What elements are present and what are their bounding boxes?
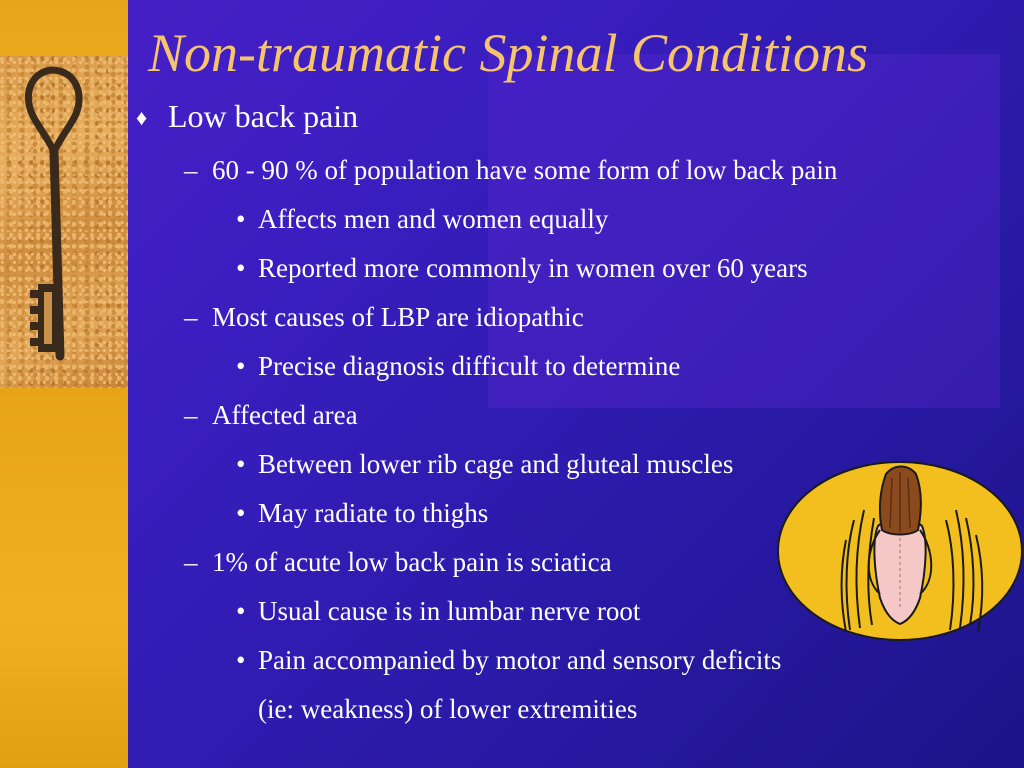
bullet-causes-idiopathic: Most causes of LBP are idiopathic (212, 302, 584, 332)
bullet-marker-dash: – (184, 547, 198, 577)
bullet-men-women-equally: Affects men and women equally (258, 204, 609, 234)
slide-title: Non-traumatic Spinal Conditions (148, 23, 869, 83)
bullet-diagnosis-difficult: Precise diagnosis difficult to determine (258, 351, 681, 381)
bullet-marker-dash: – (184, 155, 198, 185)
bullet-low-back-pain: Low back pain (168, 98, 359, 134)
bullet-radiate-thighs: May radiate to thighs (258, 498, 489, 528)
bullet-marker-dot: • (236, 449, 246, 479)
bullet-motor-sensory-deficits-continued: (ie: weakness) of lower extremities (258, 694, 638, 724)
back-pain-figure (776, 460, 1024, 642)
bullet-lumbar-nerve-root: Usual cause is in lumbar nerve root (258, 596, 641, 626)
bullet-rib-cage-gluteal: Between lower rib cage and gluteal muscles (258, 449, 734, 479)
bullet-marker-dot: • (236, 351, 246, 381)
bullet-marker-dash: – (184, 302, 198, 332)
bullet-marker-diamond: ♦ (136, 105, 148, 130)
back-pain-figure-icon (776, 460, 1024, 642)
bullet-motor-sensory-deficits: Pain accompanied by motor and sensory deficits (258, 645, 782, 675)
bullet-sciatica: 1% of acute low back pain is sciatica (212, 547, 612, 577)
bullet-marker-dot: • (236, 253, 246, 283)
bullet-marker-dot: • (236, 645, 246, 675)
bullet-women-over-60: Reported more commonly in women over 60 years (258, 253, 808, 283)
bullet-marker-dash: – (184, 400, 198, 430)
bullet-affected-area: Affected area (212, 400, 358, 430)
bullet-population-percentage: 60 - 90 % of population have some form of low back pain (212, 155, 838, 185)
bullet-marker-dot: • (236, 596, 246, 626)
bullet-marker-dot: • (236, 204, 246, 234)
bullet-marker-dot: • (236, 498, 246, 528)
